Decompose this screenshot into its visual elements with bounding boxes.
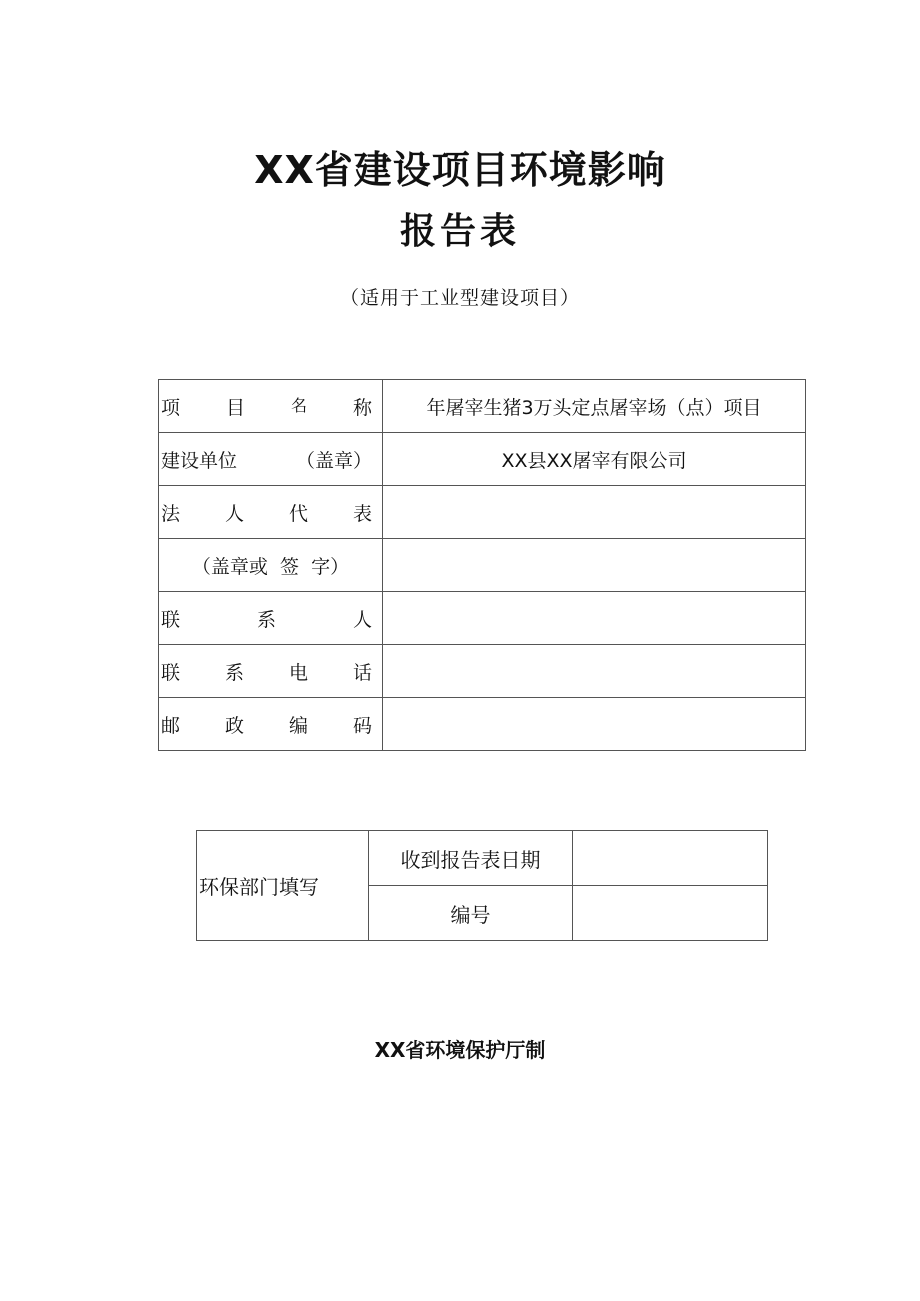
report-title-line2: 报告表 [399, 211, 520, 252]
table-row [159, 486, 806, 539]
table-row [159, 645, 806, 698]
value-contact-phone[interactable] [383, 645, 806, 698]
table-row [159, 698, 806, 751]
table-row [159, 433, 806, 486]
value-report-received-date[interactable] [573, 831, 768, 886]
label-project-name: 项 目 名 称 [159, 380, 383, 433]
value-project-name[interactable]: 年屠宰生猪3万头定点屠宰场（点）项目 [383, 380, 806, 433]
label-report-received-date: 收到报告表日期 [369, 831, 573, 886]
label-construction-unit: 建设单位 （盖章） [159, 433, 383, 486]
label-contact-phone: 联 系 电 话 [159, 645, 383, 698]
label-seal-or-signature: （盖章或 签 字） [159, 539, 383, 592]
label-contact-person: 联 系 人 [159, 592, 383, 645]
label-serial-number: 编号 [369, 886, 573, 941]
env-section-label: 环保部门填写 [197, 831, 369, 941]
project-info-table [158, 379, 806, 751]
value-legal-representative[interactable] [383, 486, 806, 539]
value-serial-number[interactable] [573, 886, 768, 941]
table-row [197, 831, 768, 886]
value-construction-unit[interactable]: XX县XX屠宰有限公司 [383, 433, 806, 486]
table-row [159, 592, 806, 645]
report-title: XX省建设项目环境影响 [254, 148, 666, 192]
value-contact-person[interactable] [383, 592, 806, 645]
label-postal-code: 邮 政 编 码 [159, 698, 383, 751]
label-legal-representative: 法 人 代 表 [159, 486, 383, 539]
table-row [159, 539, 806, 592]
value-seal-or-signature[interactable] [383, 539, 806, 592]
value-postal-code[interactable] [383, 698, 806, 751]
issuer-footer: XX省环境保护厅制 [374, 1038, 546, 1062]
env-department-table [196, 830, 768, 941]
table-row [159, 380, 806, 433]
report-subtitle: （适用于工业型建设项目） [339, 287, 580, 309]
